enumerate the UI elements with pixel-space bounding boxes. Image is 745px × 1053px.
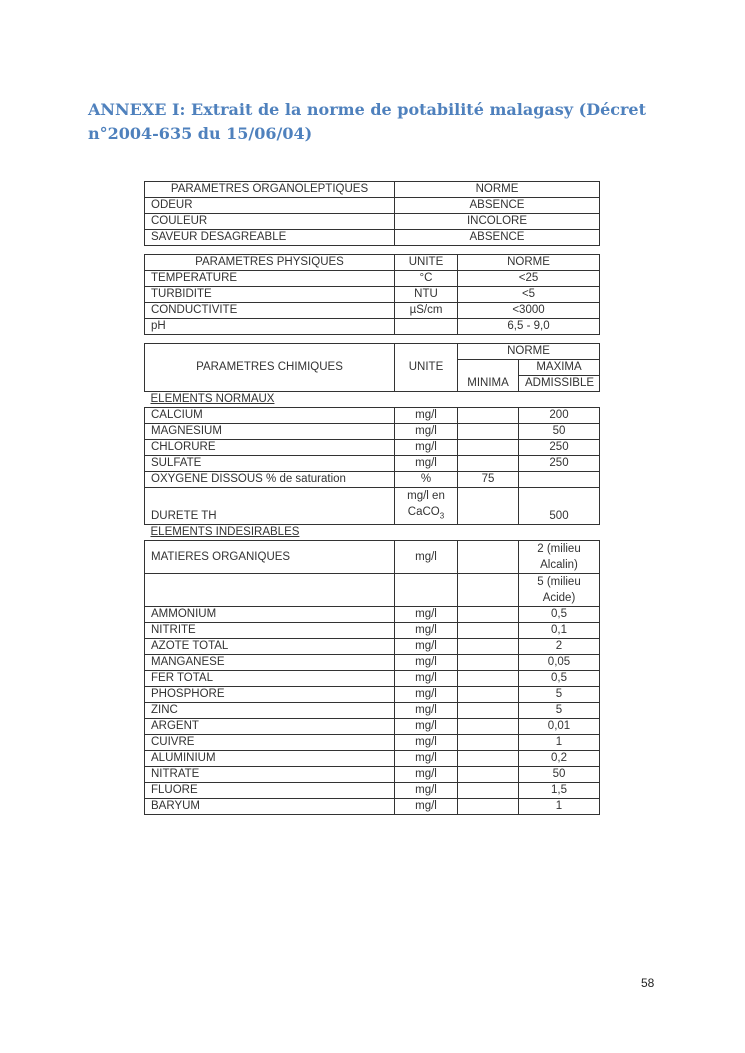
unit-cell: mg/l	[395, 639, 458, 655]
max-cell: 2	[519, 639, 600, 655]
param-cell: TEMPERATURE	[145, 271, 395, 287]
unit-cell: mg/l	[395, 751, 458, 767]
param-cell: SAVEUR DESAGREABLE	[145, 230, 395, 246]
table-row	[145, 623, 600, 639]
max-cell	[519, 574, 600, 607]
min-cell	[458, 541, 519, 574]
norm-cell: <5	[458, 287, 600, 303]
param-cell: ODEUR	[145, 198, 395, 214]
unit-cell: mg/l	[395, 541, 458, 574]
max-line: Alcalin)	[540, 559, 578, 572]
unit-cell: mg/l	[395, 799, 458, 815]
max-cell: 0,01	[519, 719, 600, 735]
max-cell: 0,5	[519, 607, 600, 623]
unit-cell: mg/l	[395, 735, 458, 751]
param-cell: BARYUM	[145, 799, 395, 815]
table-row	[145, 456, 600, 472]
param-cell: ARGENT	[145, 719, 395, 735]
table-row	[145, 541, 600, 574]
table-row	[145, 799, 600, 815]
unit-cell: mg/l	[395, 408, 458, 424]
param-cell: MANGANESE	[145, 655, 395, 671]
max-cell: 1,5	[519, 783, 600, 799]
table-row	[145, 214, 600, 230]
unit-cell: mg/l	[395, 687, 458, 703]
unit-cell: NTU	[395, 287, 458, 303]
unit-subscript: 3	[439, 511, 445, 521]
header-cell: PARAMETRES ORGANOLEPTIQUES	[145, 182, 395, 198]
undesirable-rows	[145, 607, 600, 815]
page-title: ANNEXE I: Extrait de la norme de potabilité malagasy (Décret n°2004-635 du 15/06/04)	[88, 100, 646, 143]
min-cell: 75	[458, 472, 519, 488]
unit-cell	[395, 574, 458, 607]
param-cell: COULEUR	[145, 214, 395, 230]
unit-cell: mg/l	[395, 783, 458, 799]
param-cell: ZINC	[145, 703, 395, 719]
param-cell: FLUORE	[145, 783, 395, 799]
unit-cell: mg/l	[395, 424, 458, 440]
header-cell: NORME	[395, 182, 600, 198]
table-row	[145, 655, 600, 671]
max-cell	[519, 472, 600, 488]
param-cell: NITRATE	[145, 767, 395, 783]
header-cell: UNITE	[395, 255, 458, 271]
chemical-table	[144, 343, 600, 815]
header-cell: UNITE	[395, 344, 458, 392]
unit-cell: mg/l	[395, 671, 458, 687]
min-cell	[458, 671, 519, 687]
table-row	[145, 639, 600, 655]
param-cell: CONDUCTIVITE	[145, 303, 395, 319]
max-cell: 50	[519, 424, 600, 440]
min-cell	[458, 751, 519, 767]
header-cell: MAXIMA	[519, 360, 600, 376]
param-cell	[145, 574, 395, 607]
table-row	[145, 703, 600, 719]
table-row	[145, 472, 600, 488]
norm-cell: 6,5 - 9,0	[458, 319, 600, 335]
header-cell: NORME	[458, 344, 600, 360]
table-row	[145, 198, 600, 214]
min-cell	[458, 719, 519, 735]
param-cell: MAGNESIUM	[145, 424, 395, 440]
min-cell	[458, 574, 519, 607]
max-cell: 1	[519, 735, 600, 751]
unit-line: mg/l en	[407, 490, 445, 502]
empty-cell	[458, 360, 519, 376]
min-cell	[458, 456, 519, 472]
param-cell: CALCIUM	[145, 408, 395, 424]
min-cell	[458, 639, 519, 655]
max-cell: 50	[519, 767, 600, 783]
max-cell: 5	[519, 687, 600, 703]
table-row	[145, 767, 600, 783]
max-cell	[519, 541, 600, 574]
max-cell: 250	[519, 456, 600, 472]
norm-cell: <3000	[458, 303, 600, 319]
unit-cell: mg/l	[395, 703, 458, 719]
min-cell	[458, 783, 519, 799]
header-cell: ADMISSIBLE	[519, 376, 600, 392]
min-cell	[458, 767, 519, 783]
table-header-row	[145, 255, 600, 271]
param-cell: CHLORURE	[145, 440, 395, 456]
table-row	[145, 751, 600, 767]
unit-cell: mg/l	[395, 607, 458, 623]
table-row	[145, 574, 600, 607]
table-row	[145, 424, 600, 440]
min-cell	[458, 408, 519, 424]
section-heading	[145, 525, 600, 541]
unit-cell: mg/l	[395, 655, 458, 671]
norm-cell: INCOLORE	[395, 214, 600, 230]
min-cell	[458, 440, 519, 456]
table-row	[145, 735, 600, 751]
max-cell: 5	[519, 703, 600, 719]
max-cell: 0,1	[519, 623, 600, 639]
min-cell	[458, 703, 519, 719]
max-cell: 0,05	[519, 655, 600, 671]
min-cell	[458, 799, 519, 815]
page-number: 58	[641, 976, 655, 990]
max-cell: 1	[519, 799, 600, 815]
param-cell: OXYGENE DISSOUS % de saturation	[145, 472, 395, 488]
param-cell: MATIERES ORGANIQUES	[145, 541, 395, 574]
section-heading-text: ELEMENTS INDESIRABLES	[150, 526, 300, 539]
max-line: Acide)	[542, 592, 576, 605]
section-heading-text: ELEMENTS NORMAUX	[150, 393, 275, 405]
table-row	[145, 319, 600, 335]
unit-cell: mg/l	[395, 440, 458, 456]
min-cell	[458, 424, 519, 440]
param-cell: pH	[145, 319, 395, 335]
unit-cell: mg/l	[395, 623, 458, 639]
param-cell: AZOTE TOTAL	[145, 639, 395, 655]
table-header-row	[145, 182, 600, 198]
max-cell: 0,5	[519, 671, 600, 687]
table-row	[145, 687, 600, 703]
table-row	[145, 408, 600, 424]
organoleptic-table	[144, 181, 600, 246]
max-cell: 500	[519, 488, 600, 525]
unit-cell	[395, 488, 458, 525]
unit-cell: mg/l	[395, 456, 458, 472]
param-cell: CUIVRE	[145, 735, 395, 751]
param-cell: DURETE TH	[145, 488, 395, 525]
table-row	[145, 271, 600, 287]
header-cell: PARAMETRES CHIMIQUES	[145, 344, 395, 392]
min-cell	[458, 488, 519, 525]
table-row	[145, 440, 600, 456]
param-cell: AMMONIUM	[145, 607, 395, 623]
max-cell: 200	[519, 408, 600, 424]
param-cell: FER TOTAL	[145, 671, 395, 687]
table-row	[145, 303, 600, 319]
max-line: 2 (milieu	[537, 543, 581, 556]
norm-cell: <25	[458, 271, 600, 287]
header-cell: PARAMETRES PHYSIQUES	[145, 255, 395, 271]
table-row	[145, 488, 600, 525]
max-cell: 250	[519, 440, 600, 456]
table-row	[145, 719, 600, 735]
max-cell: 0,2	[519, 751, 600, 767]
param-cell: PHOSPHORE	[145, 687, 395, 703]
param-cell: NITRITE	[145, 623, 395, 639]
header-cell: MINIMA	[458, 376, 519, 392]
min-cell	[458, 655, 519, 671]
max-line: 5 (milieu	[537, 576, 581, 589]
unit-cell: mg/l	[395, 767, 458, 783]
param-cell: ALUMINIUM	[145, 751, 395, 767]
unit-cell: mg/l	[395, 719, 458, 735]
physical-table	[144, 254, 600, 335]
norm-cell: ABSENCE	[395, 230, 600, 246]
section-heading	[145, 392, 600, 408]
section-row	[145, 392, 600, 408]
param-cell: TURBIDITE	[145, 287, 395, 303]
table-row	[145, 607, 600, 623]
min-cell	[458, 607, 519, 623]
table-header-row	[145, 344, 600, 360]
param-cell: SULFATE	[145, 456, 395, 472]
table-row	[145, 230, 600, 246]
unit-line: CaCO	[407, 506, 440, 518]
norm-cell: ABSENCE	[395, 198, 600, 214]
unit-cell: %	[395, 472, 458, 488]
table-row	[145, 783, 600, 799]
unit-cell	[395, 319, 458, 335]
table-row	[145, 287, 600, 303]
min-cell	[458, 623, 519, 639]
section-row	[145, 525, 600, 541]
unit-cell: µS/cm	[395, 303, 458, 319]
header-cell: NORME	[458, 255, 600, 271]
min-cell	[458, 687, 519, 703]
table-row	[145, 671, 600, 687]
unit-cell: °C	[395, 271, 458, 287]
min-cell	[458, 735, 519, 751]
